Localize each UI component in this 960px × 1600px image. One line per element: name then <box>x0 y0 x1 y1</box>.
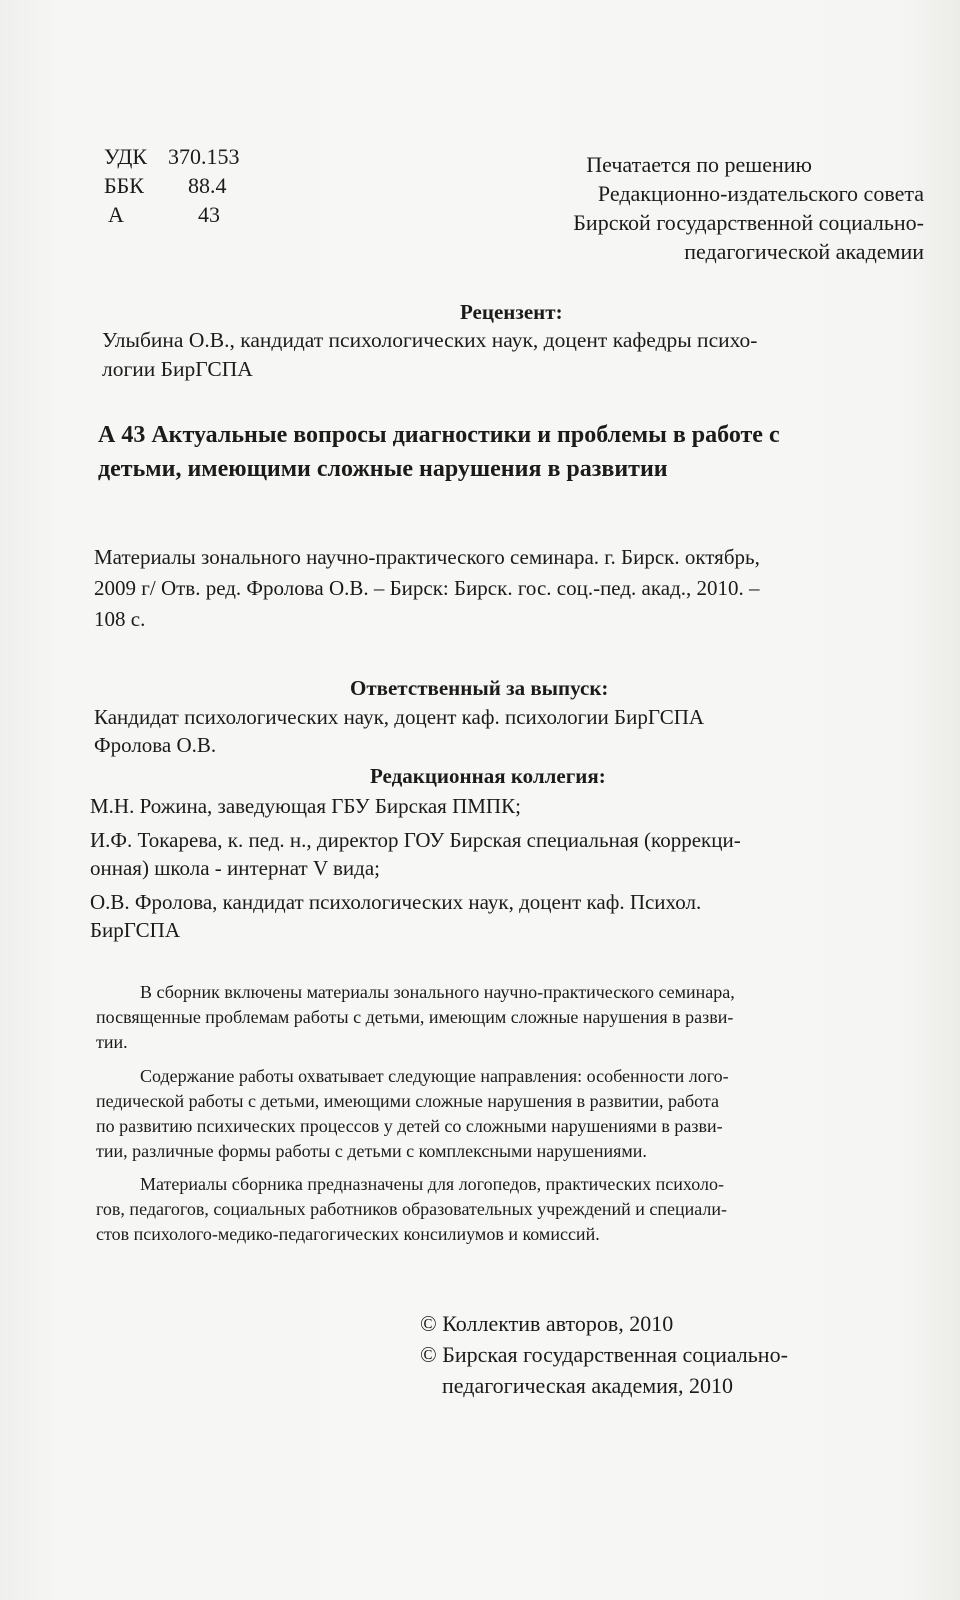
editorial-board-line: онная) школа - интернат V вида; <box>90 856 380 880</box>
author-sign-value: 43 <box>198 202 220 227</box>
copyright-line: педагогическая академия, 2010 <box>420 1373 734 1398</box>
responsible-line: Фролова О.В. <box>94 733 217 757</box>
description-line: Материалы зонального научно-практического семинара. г. Бирск. октябрь, <box>94 545 760 569</box>
print-decision-line: Печатается по решению <box>586 152 812 177</box>
udk-value: 370.153 <box>168 144 240 169</box>
udk-row <box>104 142 240 171</box>
copyright-line: © Бирская государственная социально- <box>420 1342 788 1367</box>
print-decision-line: Бирской государственной социально- <box>573 210 924 235</box>
abstract-line: тии, различные формы работы с детьми с комплексными нарушениями. <box>96 1141 647 1161</box>
copyright-line: © Коллектив авторов, 2010 <box>420 1311 674 1336</box>
responsible-line: Кандидат психологических наук, доцент каф. психологии БирГСПА <box>94 705 705 729</box>
editorial-board-line: БирГСПА <box>90 918 180 942</box>
book-title-line: А 43 Актуальные вопросы диагностики и проблемы в работе с <box>98 422 780 448</box>
classification-codes <box>104 142 240 229</box>
abstract-line: тии. <box>96 1032 128 1052</box>
udk-label: УДК <box>104 144 148 169</box>
abstract-line: по развитию психических процессов у детей со сложными нарушениями в разви- <box>96 1116 723 1136</box>
abstract-line: педической работы с детьми, имеющими сложные нарушения в развитии, работа <box>96 1091 720 1111</box>
editorial-board-line: И.Ф. Токарева, к. пед. н., директор ГОУ Бирская специальная (коррекци- <box>90 828 741 852</box>
print-decision <box>573 150 924 266</box>
abstract-line: гов, педагогов, социальных работников образовательных учреждений и специали- <box>96 1199 728 1219</box>
reviewer-line: логии БирГСПА <box>102 357 253 381</box>
print-decision-line: Редакционно-издательского совета <box>597 181 924 206</box>
copyright-block <box>420 1308 788 1401</box>
abstract-line: стов психолого-медико-педагогических консилиумов и комиссий. <box>96 1224 600 1244</box>
abstract-line: Материалы сборника предназначены для логопедов, практических психоло- <box>140 1174 724 1194</box>
author-sign-row <box>104 200 220 229</box>
book-title-line: детьми, имеющими сложные нарушения в развитии <box>98 456 668 482</box>
editorial-board-heading: Редакционная коллегия: <box>370 764 606 788</box>
book-title <box>98 418 780 486</box>
reviewer-heading: Рецензент: <box>460 300 563 324</box>
print-decision-line: педагогической академии <box>684 239 924 264</box>
bbk-value: 88.4 <box>188 173 227 198</box>
description-line: 2009 г/ Отв. ред. Фролова О.В. – Бирск: Бирск. гос. соц.-пед. акад., 2010. – <box>94 576 760 600</box>
responsible-heading: Ответственный за выпуск: <box>350 676 609 700</box>
abstract-line: Содержание работы охватывает следующие направления: особенности лого- <box>140 1066 729 1086</box>
reviewer-line: Улыбина О.В., кандидат психологических наук, доцент кафедры психо- <box>102 328 758 352</box>
abstract-line: посвященные проблемам работы с детьми, имеющим сложные нарушения в разви- <box>96 1007 734 1027</box>
description-line: 108 с. <box>94 607 146 631</box>
bbk-label: ББК <box>104 173 144 198</box>
abstract-line: В сборник включены материалы зонального научно-практического семинара, <box>140 982 735 1002</box>
editorial-board-line: М.Н. Рожина, заведующая ГБУ Бирская ПМПК; <box>90 794 521 818</box>
bbk-row <box>104 171 227 200</box>
editorial-board-line: О.В. Фролова, кандидат психологических наук, доцент каф. Психол. <box>90 890 702 914</box>
author-sign-label: А <box>108 202 124 227</box>
